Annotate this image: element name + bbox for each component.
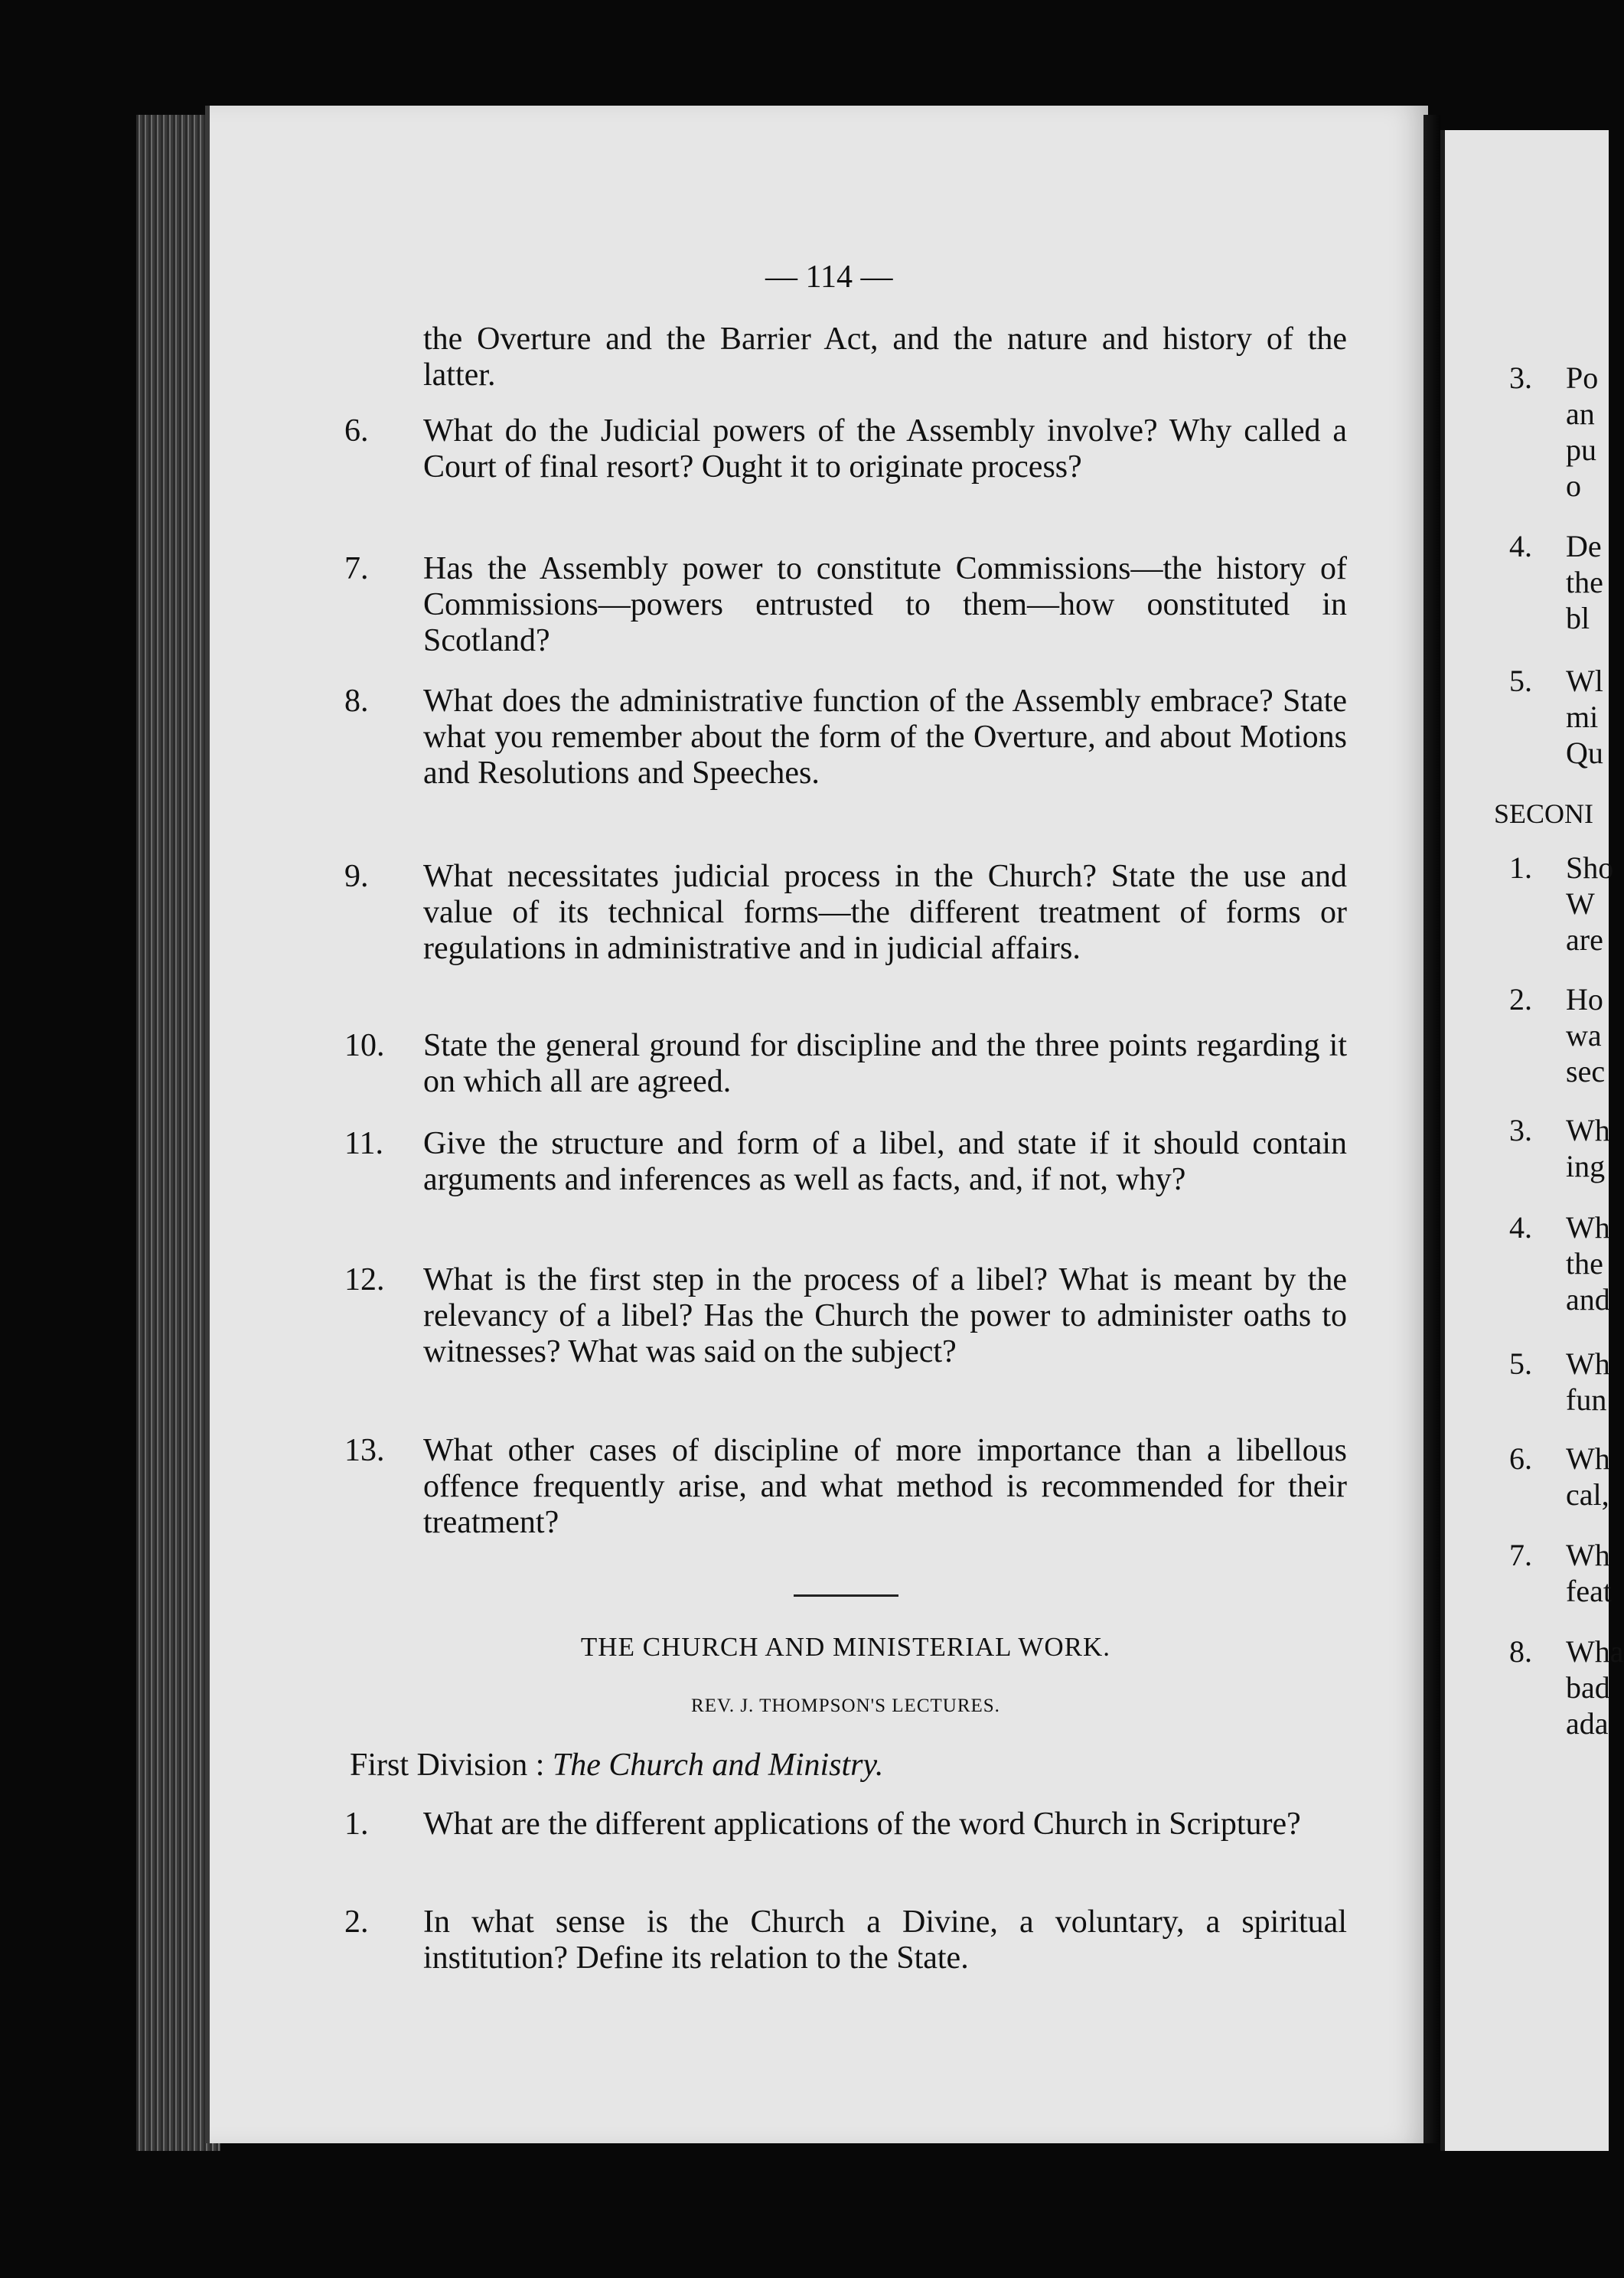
question-number: 10. [344, 1028, 385, 1063]
question-9 [344, 859, 1347, 967]
section-subheading: REV. J. THOMPSON'S LECTURES. [691, 1695, 1000, 1716]
rp-line: mi [1566, 700, 1599, 734]
question-13 [344, 1433, 1347, 1541]
division-label: First Division : [350, 1748, 545, 1783]
division-heading [350, 1747, 883, 1784]
question-text: What necessitates judicial process in the Church? State the use and value of its technical forms—the different treatment of forms or regulations in administrative and in judicial affairs. [423, 859, 1347, 966]
rp-line: bad [1566, 1670, 1610, 1705]
division-title: The Church and Ministry. [552, 1748, 884, 1783]
page-number: — 114 — [765, 259, 893, 295]
division-question-2 [344, 1904, 1347, 1976]
question-text: What do the Judicial powers of the Assembly involve? Why called a Court of final resort? Ought it to originate process? [423, 413, 1347, 485]
rp-number: 6. [1509, 1441, 1532, 1476]
question-text: Has the Assembly power to constitute Commissions—the history of Commissions—powers entrusted to them—how oonstituted in Scotland? [423, 551, 1347, 658]
rp-line: fun [1566, 1382, 1607, 1417]
question-text: State the general ground for discipline and the three points regarding it on which all are agreed. [423, 1028, 1347, 1099]
rp-line: the [1566, 565, 1603, 599]
rp-number: 3. [1509, 1113, 1532, 1147]
section-divider [794, 1594, 898, 1597]
rp-line: sec [1566, 1054, 1606, 1088]
question-11 [344, 1126, 1347, 1198]
question-number: 7. [344, 551, 369, 586]
section-heading: THE CHURCH AND MINISTERIAL WORK. [580, 1632, 1111, 1662]
question-text: What are the different applications of the word Church in Scripture? [423, 1806, 1301, 1842]
rp-line: Wha [1566, 1634, 1624, 1669]
rp-line: are [1566, 922, 1603, 957]
rp-number: 4. [1509, 529, 1532, 563]
rp-number: 7. [1509, 1538, 1532, 1572]
question-6 [344, 413, 1347, 485]
rp-line: Qu [1566, 736, 1603, 770]
rp-line: Wh [1566, 1346, 1610, 1381]
rp-line: Ho [1566, 982, 1603, 1017]
question-number: 1. [344, 1806, 369, 1842]
question-number: 12. [344, 1262, 385, 1297]
continuation-text: the Overture and the Barrier Act, and the nature and history of the latter. [423, 321, 1347, 393]
book-gutter [1423, 115, 1440, 2143]
rp-line: an [1566, 397, 1595, 431]
rp-number: 5. [1509, 1346, 1532, 1381]
question-number: 11. [344, 1126, 383, 1161]
question-7 [344, 551, 1347, 659]
question-12 [344, 1262, 1347, 1370]
division-question-1 [344, 1806, 1347, 1842]
rp-line: ada [1566, 1706, 1609, 1741]
rp-section-heading: SECONI [1494, 798, 1594, 829]
question-text: What other cases of discipline of more importance than a libellous offence frequently arise, and what method is recommended for their treatment? [423, 1433, 1347, 1540]
rp-line: Wh [1566, 1441, 1610, 1476]
rp-line: Sho [1566, 850, 1614, 885]
question-8 [344, 684, 1347, 791]
question-text: Give the structure and form of a libel, and state if it should contain arguments and inferences as well as facts, and, if not, why? [423, 1126, 1347, 1197]
rp-line: wa [1566, 1018, 1602, 1053]
rp-line: ing [1566, 1149, 1606, 1183]
rp-number: 1. [1509, 850, 1532, 885]
rp-line: De [1566, 529, 1602, 563]
rp-number: 8. [1509, 1634, 1532, 1669]
question-number: 8. [344, 684, 369, 719]
question-number: 13. [344, 1433, 385, 1468]
rp-line: the [1566, 1246, 1603, 1281]
rp-number: 4. [1509, 1210, 1532, 1245]
rp-line: Wh [1566, 1538, 1610, 1572]
question-10 [344, 1028, 1347, 1100]
rp-line: bl [1566, 601, 1590, 635]
question-text: In what sense is the Church a Divine, a voluntary, a spiritual institution? Define its relation to the State. [423, 1904, 1347, 1976]
question-text: What is the first step in the process of a libel? What is meant by the relevancy of a libel? Has the Church the power to administer oaths to witnesses? What was said on the subject? [423, 1262, 1347, 1369]
rp-line: cal, [1566, 1477, 1609, 1512]
rp-line: W [1566, 886, 1595, 921]
question-number: 6. [344, 413, 369, 449]
question-number: 2. [344, 1904, 369, 1940]
rp-line: Wl [1566, 664, 1603, 698]
question-number: 9. [344, 859, 369, 894]
question-text: What does the administrative function of the Assembly embrace? State what you remember about the form of the Overture, and about Motions and Resolutions and Speeches. [423, 684, 1347, 791]
rp-line: and [1566, 1282, 1610, 1317]
rp-line: Po [1566, 361, 1599, 395]
rp-line: Wh [1566, 1113, 1610, 1147]
rp-line: Wh [1566, 1210, 1610, 1245]
rp-number: 3. [1509, 361, 1532, 395]
rp-number: 5. [1509, 664, 1532, 698]
rp-line: o [1566, 468, 1581, 503]
rp-line: pu [1566, 432, 1596, 467]
rp-number: 2. [1509, 982, 1532, 1017]
rp-line: feat [1566, 1574, 1612, 1608]
